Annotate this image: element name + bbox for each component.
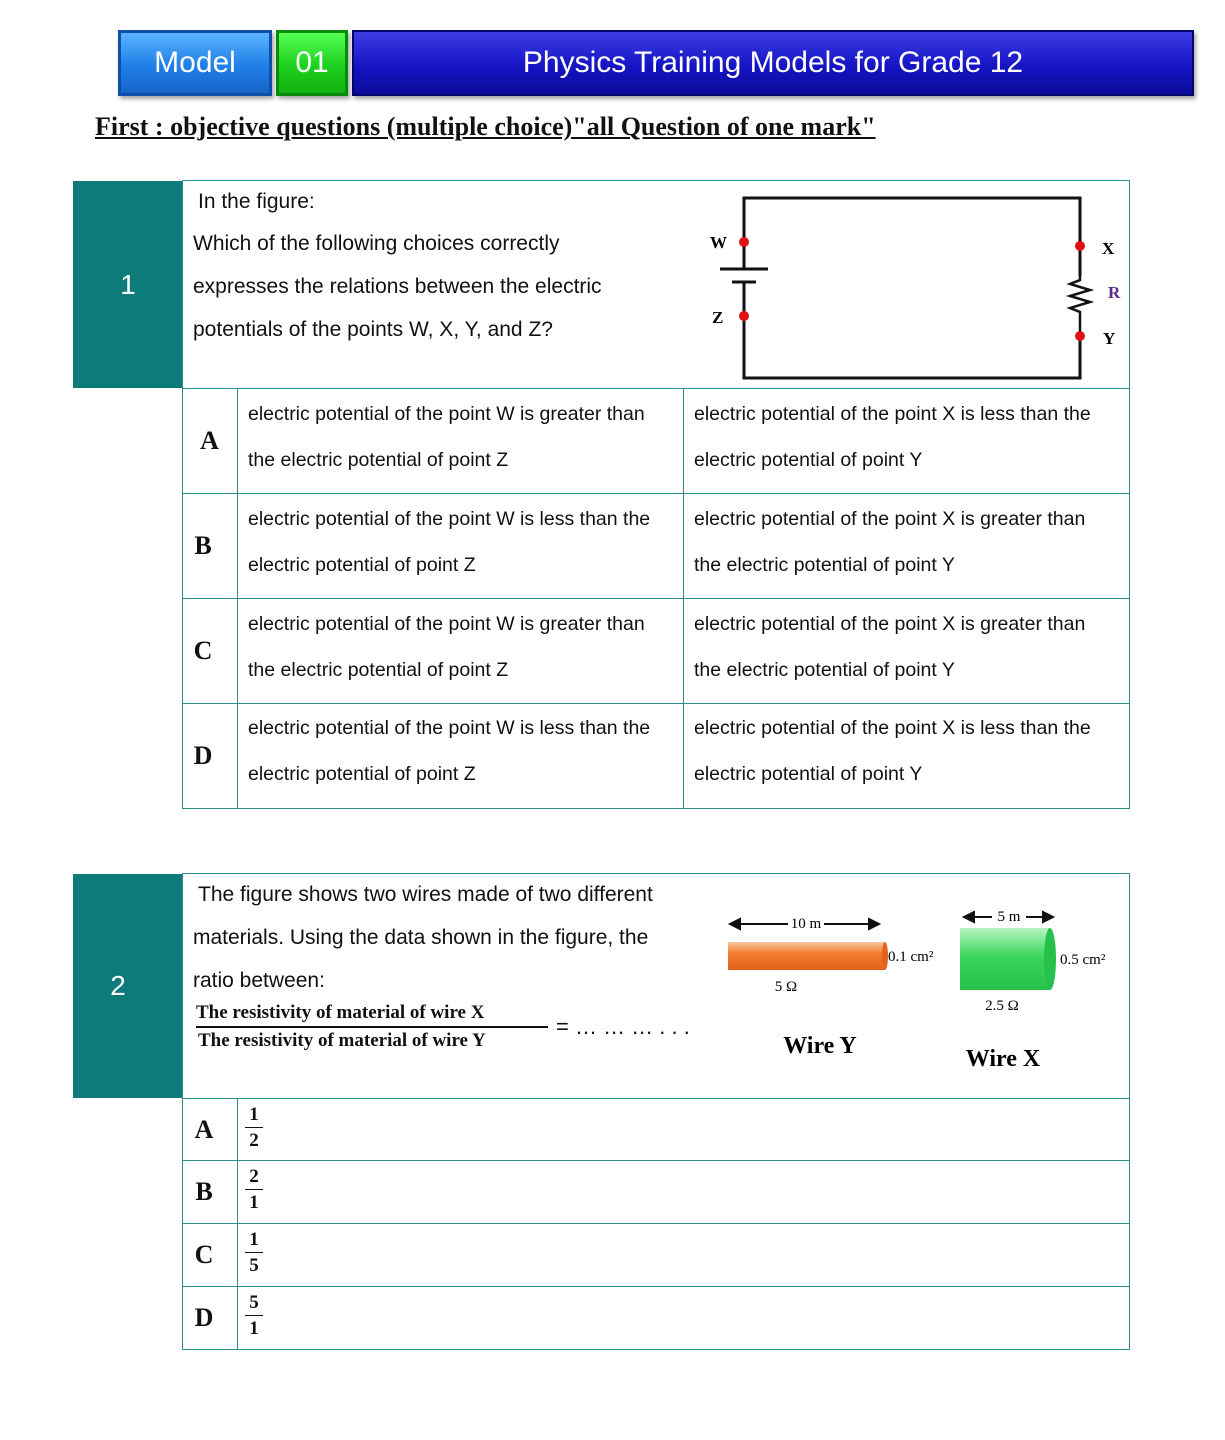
label-z: Z xyxy=(712,308,724,327)
question-number-1: 1 xyxy=(73,181,183,388)
q1-line-2: Which of the following choices correctly xyxy=(193,232,560,255)
wires-diagram xyxy=(720,900,1125,1085)
q2-option-c-fraction[interactable]: $\frac{1}{5}$ xyxy=(245,1228,263,1279)
q1-option-a-letter[interactable]: A xyxy=(200,426,219,455)
wire-x-body xyxy=(960,928,1050,990)
wire-y-length: 10 m xyxy=(790,916,822,932)
header-title: Physics Training Models for Grade 12 xyxy=(352,30,1194,96)
q1-option-d-letter[interactable]: D xyxy=(193,741,213,770)
q2-option-a-fraction[interactable]: $\frac{1}{2}$ xyxy=(245,1103,263,1154)
q2-line-3: ratio between: xyxy=(193,969,325,992)
q2-option-c-letter[interactable]: C xyxy=(194,1240,214,1269)
label-r: R xyxy=(1108,283,1121,302)
q2-option-d-fraction[interactable]: $\frac{5}{1}$ xyxy=(245,1291,263,1342)
q1-option-c-letter[interactable]: C xyxy=(193,636,213,665)
section-title: First : objective questions (multiple choice)"all Question of one mark" xyxy=(95,112,876,141)
point-w-dot xyxy=(739,237,749,247)
q1-option-a-left[interactable]: electric potential of the point W is greater than the electric potential of point Z xyxy=(248,403,645,471)
label-y: Y xyxy=(1103,329,1116,348)
fraction-numerator: The resistivity of material of wire X xyxy=(196,1002,548,1028)
wire-x-resistance: 2.5 Ω xyxy=(985,998,1019,1014)
circuit-diagram xyxy=(700,186,1130,386)
fraction-equals-blank: = … … … . . . xyxy=(556,1014,690,1039)
wire-x-length: 5 m xyxy=(997,909,1021,925)
resistor-symbol xyxy=(1070,276,1090,336)
wire-y-area: 0.1 cm² xyxy=(888,949,934,965)
q1-option-d-right[interactable]: electric potential of the point X is less than the electric potential of point Y xyxy=(694,717,1091,785)
wire-y-body xyxy=(728,942,885,970)
wire-y-resistance: 5 Ω xyxy=(774,979,798,995)
q2-option-a-letter[interactable]: A xyxy=(194,1114,214,1144)
q2-option-b-letter[interactable]: B xyxy=(195,1177,213,1206)
label-x: X xyxy=(1102,239,1115,258)
q2-option-b-fraction[interactable]: $\frac{2}{1}$ xyxy=(245,1165,263,1216)
q1-option-c-left[interactable]: electric potential of the point W is greater than the electric potential of point Z xyxy=(248,613,645,681)
q2-line-1: The figure shows two wires made of two different xyxy=(198,883,653,906)
q1-line-3: expresses the relations between the electric xyxy=(193,275,602,298)
q1-option-b-right[interactable]: electric potential of the point X is greater than the electric potential of point Y xyxy=(694,508,1086,576)
q1-option-b-left[interactable]: electric potential of the point W is less than the electric potential of point Z xyxy=(248,508,651,576)
point-z-dot xyxy=(739,311,749,321)
q1-option-d-left[interactable]: electric potential of the point W is less than the electric potential of point Z xyxy=(248,717,651,785)
model-number: 01 xyxy=(276,30,348,96)
q2-option-d-letter[interactable]: D xyxy=(194,1303,214,1332)
point-x-dot xyxy=(1075,241,1085,251)
q1-line-4: potentials of the points W, X, Y, and Z? xyxy=(193,318,553,341)
q2-line-2: materials. Using the data shown in the figure, the xyxy=(193,926,649,949)
wire-x-label: Wire X xyxy=(965,1046,1041,1072)
question-number-2: 2 xyxy=(73,874,183,1098)
wire-x-area: 0.5 cm² xyxy=(1060,952,1106,968)
point-y-dot xyxy=(1075,331,1085,341)
fraction-denominator: The resistivity of material of wire Y xyxy=(198,1030,486,1051)
q1-option-c-right[interactable]: electric potential of the point X is greater than the electric potential of point Y xyxy=(694,613,1086,681)
model-label: Model xyxy=(118,30,272,96)
q1-option-a-right[interactable]: electric potential of the point X is less than the electric potential of point Y xyxy=(694,403,1091,471)
wire-y-label: Wire Y xyxy=(783,1033,857,1059)
q1-intro: In the figure: xyxy=(198,190,315,213)
label-w: W xyxy=(710,233,727,252)
q1-option-b-letter[interactable]: B xyxy=(194,531,212,560)
resistivity-fraction xyxy=(196,1002,548,1052)
